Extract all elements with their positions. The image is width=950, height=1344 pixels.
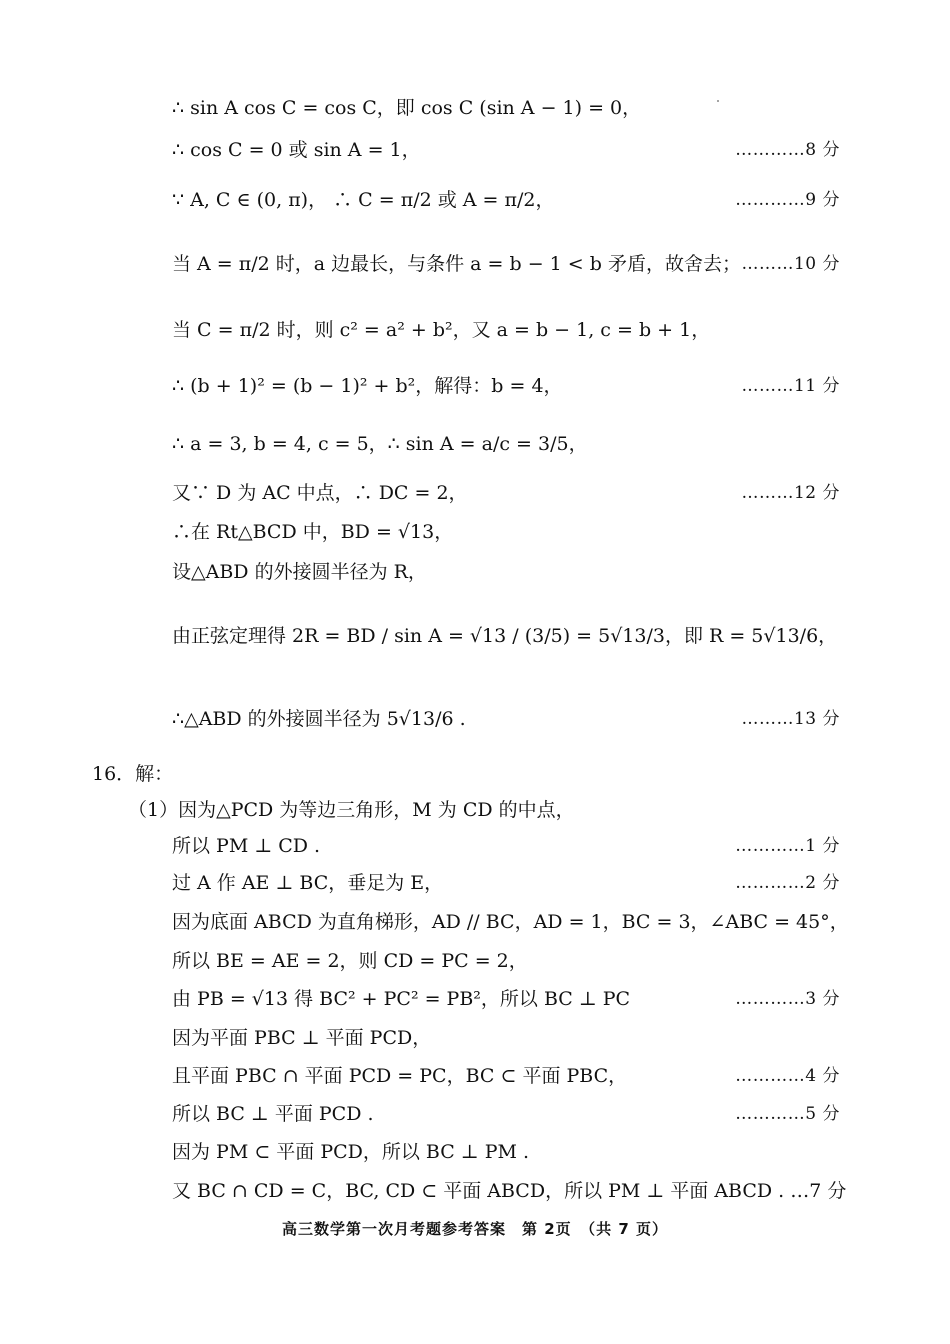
solution-line [0, 1060, 950, 1092]
score-marker: ………12 分 [741, 483, 840, 503]
solution-line [0, 516, 950, 548]
solution-line [0, 1136, 950, 1168]
solution-line [0, 248, 950, 280]
score-marker: …………5 分 [735, 1104, 840, 1124]
solution-text: （1）因为△PCD 为等边三角形，M 为 CD 的中点， [128, 799, 575, 821]
score-marker: …………1 分 [735, 836, 840, 856]
solution-text: 又 BC ∩ CD = C，BC, CD ⊂ 平面 ABCD，所以 PM ⊥ 平面 ABCD . …7 分 [172, 1180, 847, 1202]
page-footer: 高三数学第一次月考题参考答案 第 2页 （共 7 页） [281, 1220, 669, 1238]
solution-text: 且平面 PBC ∩ 平面 PCD = PC，BC ⊂ 平面 PBC， [172, 1065, 628, 1087]
solution-line [0, 184, 950, 216]
solution-text: 当 C = π/2 时，则 c² = a² + b²，又 a = b − 1, c = b + 1， [172, 319, 711, 341]
solution-line [0, 945, 950, 977]
problem-number: 16．解： [92, 763, 174, 785]
solution-line [0, 92, 950, 124]
solution-text: 设△ABD 的外接圆半径为 R， [172, 561, 427, 583]
solution-text: ∵ A, C ∈ (0, π)， ∴ C = π/2 或 A = π/2， [172, 189, 555, 211]
score-marker: ………11 分 [741, 376, 840, 396]
solution-line [0, 1022, 950, 1054]
solution-text: 因为 PM ⊂ 平面 PCD，所以 BC ⊥ PM . [172, 1141, 530, 1163]
solution-text: 所以 PM ⊥ CD . [172, 835, 321, 857]
score-marker: …………8 分 [735, 140, 840, 160]
solution-text: 又∵ D 为 AC 中点，∴ DC = 2， [172, 482, 468, 504]
solution-line [0, 370, 950, 402]
solution-line [0, 867, 950, 899]
solution-line [0, 703, 950, 735]
solution-line [0, 830, 950, 862]
solution-text: ∴ sin A cos C = cos C，即 cos C (sin A − 1) = 0， [172, 97, 642, 119]
problem-heading [0, 758, 950, 790]
solution-line [0, 314, 950, 346]
solution-line [0, 134, 950, 166]
solution-text: 因为平面 PBC ⊥ 平面 PCD， [172, 1027, 432, 1049]
solution-line [0, 477, 950, 509]
solution-text: 所以 BC ⊥ 平面 PCD . [172, 1103, 374, 1125]
score-marker: ………10 分 [741, 254, 840, 274]
solution-line [0, 983, 950, 1015]
score-marker: ………13 分 [741, 709, 840, 729]
solution-line [0, 428, 950, 460]
solution-text: ∴△ABD 的外接圆半径为 5√13/6 . [172, 708, 466, 730]
score-marker: …………4 分 [735, 1066, 840, 1086]
score-marker: …………3 分 [735, 989, 840, 1009]
solution-line [0, 1175, 950, 1207]
solution-text: 因为底面 ABCD 为直角梯形，AD // BC，AD = 1，BC = 3，∠ABC = 45°， [172, 911, 849, 933]
solution-text: 当 A = π/2 时，a 边最长，与条件 a = b − 1 < b 矛盾，故舍去； [172, 253, 741, 275]
solution-line [0, 906, 950, 938]
solution-text: ∴ cos C = 0 或 sin A = 1， [172, 139, 421, 161]
solution-text: ∴ a = 3, b = 4, c = 5，∴ sin A = a/c = 3/5， [172, 433, 588, 455]
solution-line [0, 556, 950, 588]
solution-text: 所以 BE = AE = 2，则 CD = PC = 2， [172, 950, 528, 972]
solution-text: ∴ (b + 1)² = (b − 1)² + b²，解得：b = 4， [172, 375, 563, 397]
solution-line [0, 794, 950, 826]
solution-text: 由 PB = √13 得 BC² + PC² = PB²，所以 BC ⊥ PC [172, 988, 631, 1010]
solution-text: 由正弦定理得 2R = BD / sin A = √13 / (3/5) = 5√13/3，即 R = 5√13/6， [172, 625, 838, 647]
solution-text: 过 A 作 AE ⊥ BC，垂足为 E， [172, 872, 444, 894]
solution-line [0, 1098, 950, 1130]
solution-text: ∴在 Rt△BCD 中，BD = √13， [172, 521, 454, 543]
score-marker: …………2 分 [735, 873, 840, 893]
score-marker: …………9 分 [735, 190, 840, 210]
solution-line [0, 620, 950, 652]
